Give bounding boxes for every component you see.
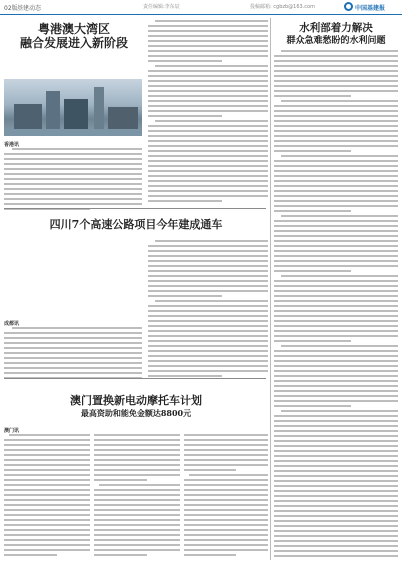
article-macau-body-col2	[94, 434, 180, 558]
article-sichuan-title: 四川7个高速公路项目今年建成通车	[49, 218, 223, 231]
article-macau-title-line1: 澳门置换新电动摩托车计划	[70, 394, 202, 407]
article-sichuan-body-left	[4, 327, 142, 382]
divider-2	[4, 378, 266, 379]
article-water-title-line2: 群众急难愁盼的水利问题	[286, 35, 386, 46]
article-water-title-line1: 水利部着力解决	[299, 22, 373, 34]
submission-email: 投稿邮箱: cgbzb@163.com	[250, 4, 315, 10]
page-header	[0, 0, 402, 14]
article-sichuan-body-right	[148, 240, 268, 380]
column-divider	[270, 18, 271, 560]
article-macau-dateline: 澳门讯	[4, 428, 20, 434]
article-macau-title	[4, 394, 268, 419]
section-name: 基建动态	[17, 5, 42, 12]
article-macau	[4, 382, 268, 560]
article-water-title	[274, 22, 398, 46]
article-water-body	[274, 50, 398, 558]
article-macau-body-col3	[184, 434, 268, 558]
article-sichuan	[4, 212, 268, 382]
article-macau-body-col1	[4, 434, 90, 558]
newspaper-logo	[344, 1, 400, 12]
logo-icon	[344, 2, 353, 11]
article-gba-title	[4, 22, 144, 51]
article-gba-title-line2: 融合发展进入新阶段	[19, 36, 128, 51]
article-sichuan-dateline: 成都讯	[4, 321, 20, 327]
article-gba-title-line1: 粤港澳大湾区	[37, 22, 110, 36]
article-gba-body-left	[4, 148, 142, 210]
article-water	[274, 18, 398, 560]
article-gba-body-right	[148, 20, 268, 210]
header-rule	[0, 14, 402, 15]
logo-text: 中国基建报	[355, 5, 386, 12]
divider-1	[4, 208, 266, 209]
editor-credit: 责任编辑:李东辰	[143, 4, 180, 10]
article-gba-dateline: 香港讯	[4, 142, 20, 148]
article-macau-title-line2: 最高资助和能免金额达8800元	[80, 408, 192, 419]
city-skyline-photo	[4, 79, 142, 136]
page-number: 02版	[4, 5, 18, 12]
